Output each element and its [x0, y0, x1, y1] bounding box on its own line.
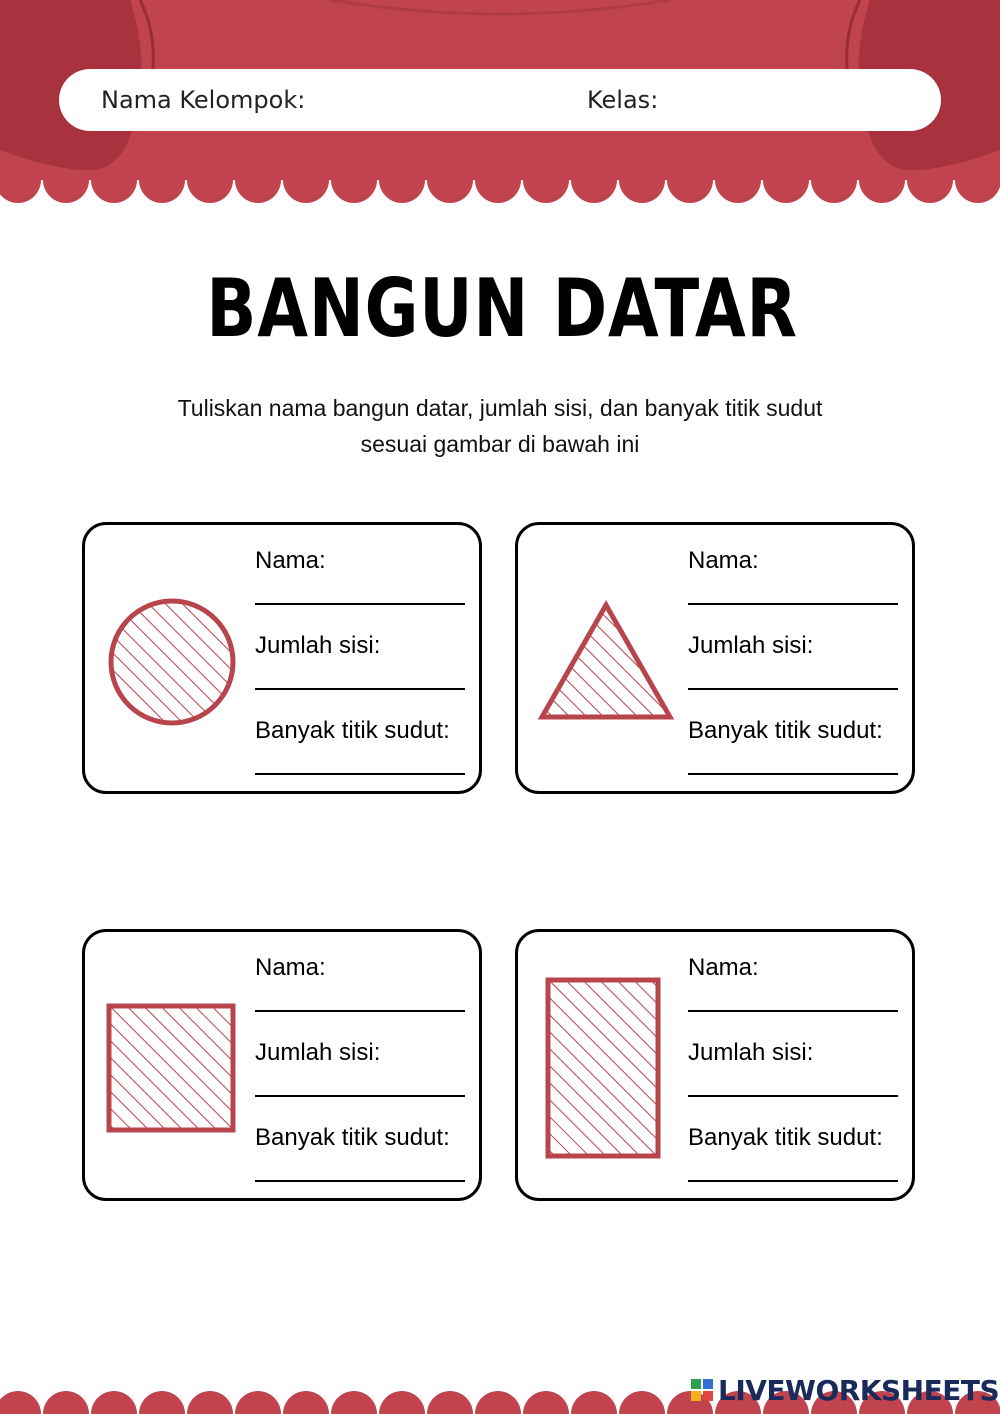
name-answer-line[interactable]	[688, 1010, 898, 1012]
shape-card-rectangle	[515, 929, 915, 1201]
corners-label: Banyak titik sudut:	[688, 1124, 883, 1151]
instruction-line-1: Tuliskan nama bangun datar, jumlah sisi, dan banyak titik sudut	[177, 395, 823, 421]
name-answer-line[interactable]	[255, 603, 465, 605]
name-label: Nama:	[255, 954, 326, 981]
name-answer-line[interactable]	[688, 603, 898, 605]
shape-card-circle	[82, 522, 482, 794]
sides-label: Jumlah sisi:	[688, 1039, 814, 1066]
group-name-label: Nama Kelompok:	[101, 86, 306, 114]
corners-label: Banyak titik sudut:	[255, 717, 450, 744]
sides-answer-line[interactable]	[688, 1095, 898, 1097]
name-label: Nama:	[688, 547, 759, 574]
shape-card-triangle	[515, 522, 915, 794]
triangle-icon	[536, 599, 676, 725]
sides-answer-line[interactable]	[255, 1095, 465, 1097]
page-title: BANGUN DATAR	[206, 262, 798, 355]
circle-icon	[105, 595, 239, 729]
name-label: Nama:	[255, 547, 326, 574]
corners-answer-line[interactable]	[688, 1180, 898, 1182]
name-answer-line[interactable]	[255, 1010, 465, 1012]
corners-label: Banyak titik sudut:	[255, 1124, 450, 1151]
corners-label: Banyak titik sudut:	[688, 717, 883, 744]
corners-answer-line[interactable]	[688, 773, 898, 775]
class-label: Kelas:	[587, 86, 659, 114]
sides-label: Jumlah sisi:	[255, 632, 381, 659]
instruction-line-2: sesuai gambar di bawah ini	[360, 431, 640, 457]
instruction-text	[100, 390, 900, 462]
sides-label: Jumlah sisi:	[255, 1039, 381, 1066]
corners-answer-line[interactable]	[255, 773, 465, 775]
liveworksheets-watermark	[690, 1374, 1000, 1407]
corners-answer-line[interactable]	[255, 1180, 465, 1182]
watermark-text: LIVEWORKSHEETS	[718, 1374, 1000, 1407]
sides-answer-line[interactable]	[688, 688, 898, 690]
sides-label: Jumlah sisi:	[688, 632, 814, 659]
rectangle-icon	[544, 976, 662, 1160]
square-icon	[105, 1002, 237, 1134]
sides-answer-line[interactable]	[255, 688, 465, 690]
shape-card-square	[82, 929, 482, 1201]
name-label: Nama:	[688, 954, 759, 981]
liveworksheets-logo-icon	[690, 1378, 714, 1402]
group-class-header	[59, 69, 941, 131]
